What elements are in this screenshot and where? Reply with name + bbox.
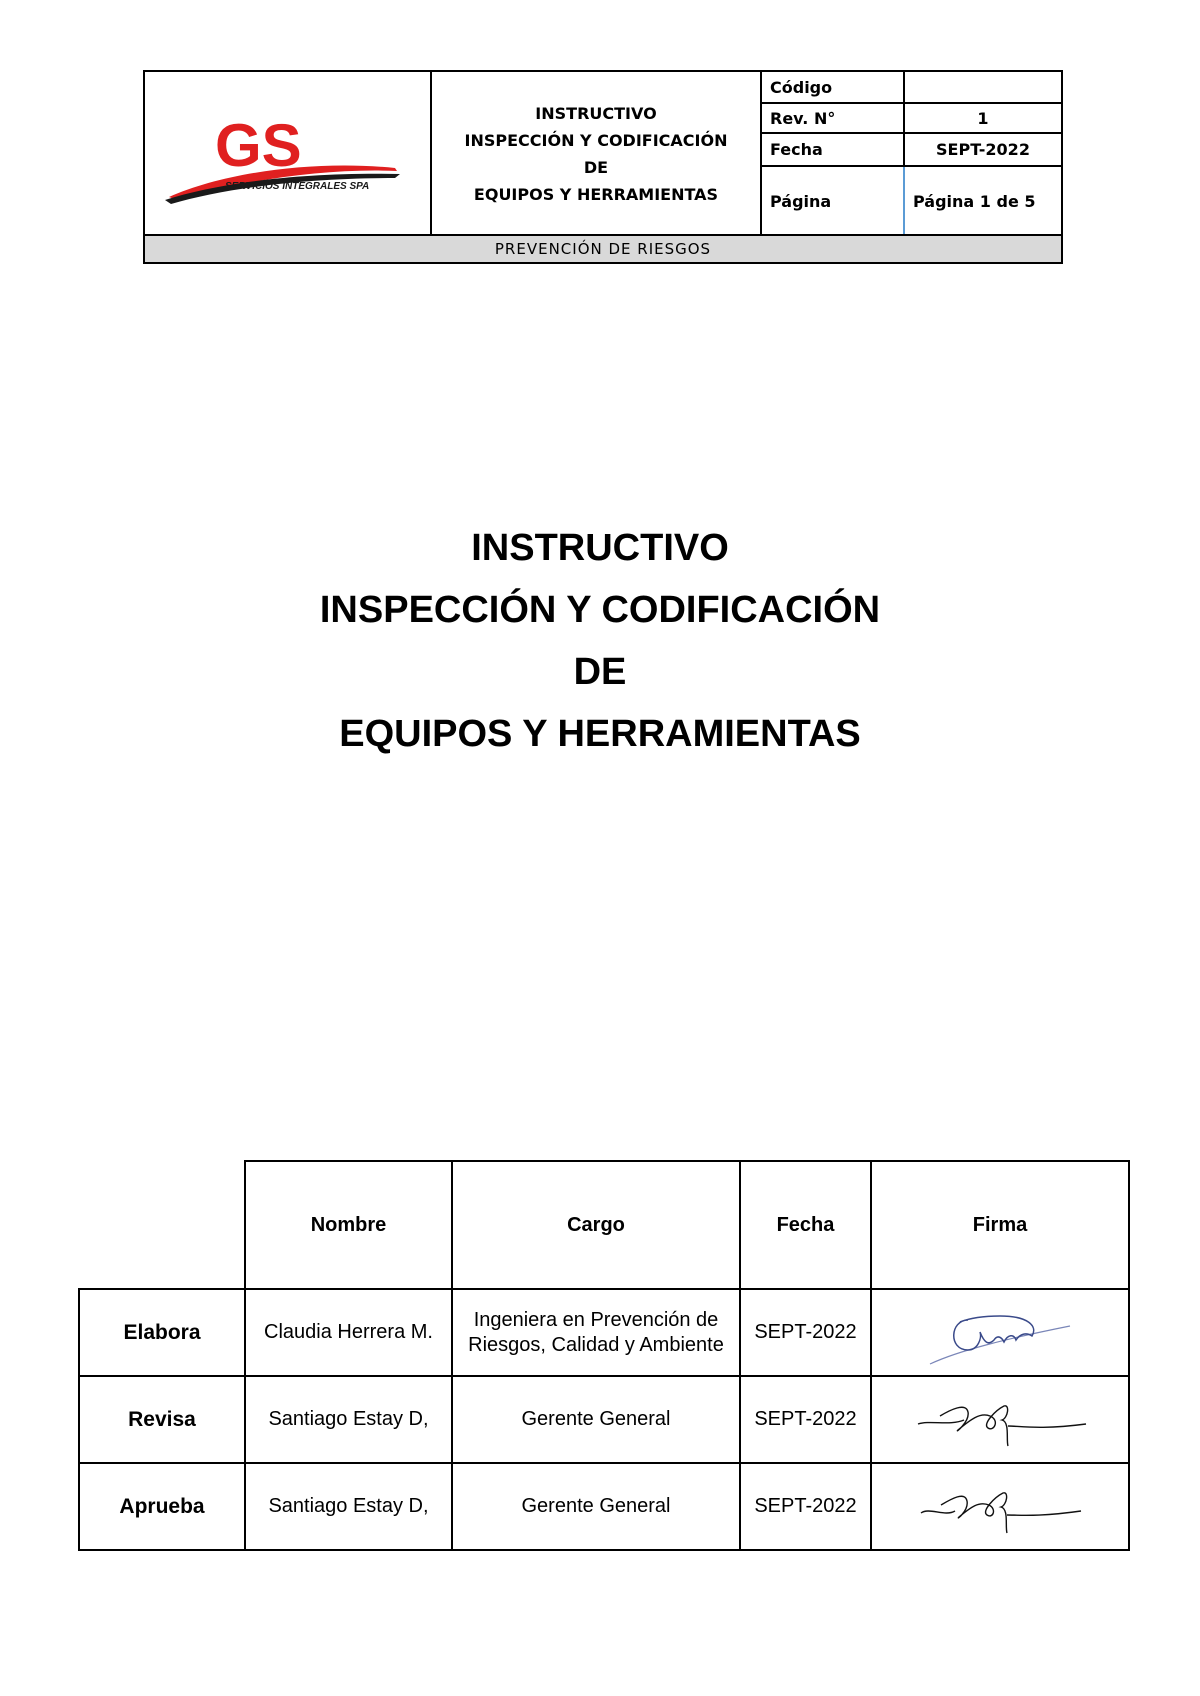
meta-label: Fecha (762, 134, 905, 165)
row-role: Revisa (79, 1376, 245, 1463)
row-nombre: Santiago Estay D, (245, 1376, 452, 1463)
row-cargo (452, 1463, 740, 1550)
row-fecha: SEPT-2022 (740, 1463, 871, 1550)
column-header: Cargo (452, 1161, 740, 1289)
document-title (0, 517, 1200, 765)
signature-image (920, 1298, 1080, 1368)
signature-image (910, 1390, 1090, 1450)
document-header (143, 70, 1063, 264)
header-title-line: DE (583, 158, 609, 177)
header-title-line: INSTRUCTIVO (535, 104, 657, 123)
title-line: INSPECCIÓN Y CODIFICACIÓN (319, 589, 881, 631)
row-fecha: SEPT-2022 (740, 1376, 871, 1463)
approval-table (78, 1160, 1130, 1551)
cargo-line: Gerente General (521, 1495, 671, 1517)
cargo-line: Ingeniera en Prevención de (473, 1308, 719, 1331)
meta-value: SEPT-2022 (936, 140, 1030, 159)
row-firma (871, 1463, 1129, 1550)
approval-row-aprueba (79, 1463, 1129, 1550)
meta-label: Código (762, 72, 905, 102)
department-band: PREVENCIÓN DE RIESGOS (145, 234, 1061, 262)
meta-value: 1 (977, 108, 989, 128)
meta-row-rev (762, 104, 1061, 134)
row-firma (871, 1289, 1129, 1376)
column-header: Nombre (245, 1161, 452, 1289)
logo-tagline: SERVICIOS INTEGRALES SPA (225, 181, 370, 192)
meta-value (905, 72, 1061, 102)
row-cargo (452, 1289, 740, 1376)
row-role: Aprueba (79, 1463, 245, 1550)
approval-header-row (79, 1161, 1129, 1289)
row-firma (871, 1376, 1129, 1463)
meta-value: Página 1 de 5 (913, 192, 1036, 211)
meta-label: Página (762, 167, 905, 236)
title-line: DE (573, 651, 627, 693)
meta-row-codigo (762, 72, 1061, 104)
row-cargo (452, 1376, 740, 1463)
approval-row-revisa (79, 1376, 1129, 1463)
meta-label: Rev. N° (762, 104, 905, 132)
meta-row-pagina (762, 167, 1061, 236)
row-nombre: Santiago Estay D, (245, 1463, 452, 1550)
row-fecha: SEPT-2022 (740, 1289, 871, 1376)
logo-letter-g: GS (215, 112, 302, 179)
company-logo (145, 72, 432, 236)
approval-row-elabora (79, 1289, 1129, 1376)
cargo-line: Riesgos, Calidad y Ambiente (468, 1333, 724, 1356)
title-line: EQUIPOS Y HERRAMIENTAS (339, 713, 861, 755)
column-header: Fecha (740, 1161, 871, 1289)
header-blank (79, 1161, 245, 1289)
cargo-line: Gerente General (521, 1408, 671, 1430)
meta-row-fecha (762, 134, 1061, 167)
title-line: INSTRUCTIVO (471, 527, 729, 569)
row-nombre: Claudia Herrera M. (245, 1289, 452, 1376)
header-title-cell (432, 72, 762, 236)
logo-cell (145, 72, 432, 236)
header-meta (762, 72, 1061, 236)
header-title-line: INSPECCIÓN Y CODIFICACIÓN (464, 131, 728, 150)
row-role: Elabora (79, 1289, 245, 1376)
header-title-line: EQUIPOS Y HERRAMIENTAS (473, 185, 719, 204)
signature-image (915, 1477, 1085, 1537)
column-header: Firma (871, 1161, 1129, 1289)
